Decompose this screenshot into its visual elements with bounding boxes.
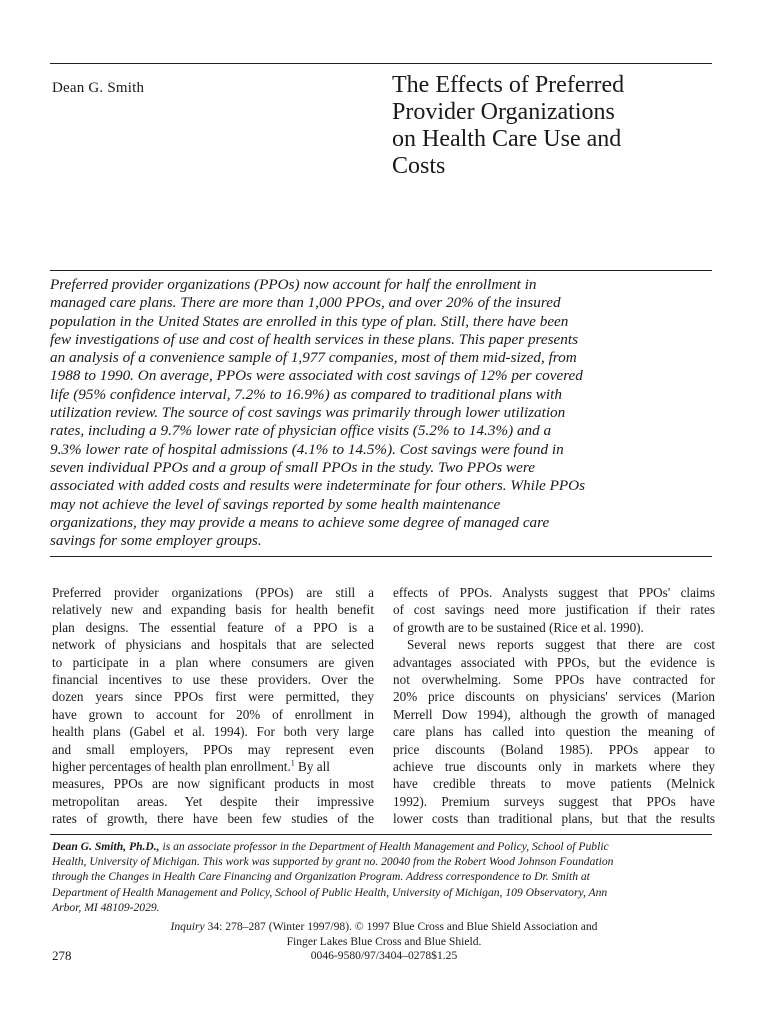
body-line: advantages associated with PPOs, but the evidence is (393, 654, 715, 670)
footnote-line: Department of Health Management and Policy, School of Public Health, University of Michigan, 109 Observatory, Ann (52, 885, 608, 899)
body-line: network of physicians and hospitals that are selected (52, 637, 374, 653)
footnote-marker: 1 (290, 758, 295, 768)
abstract-line: population in the United States are enrolled in this type of plan. Still, there have been (50, 312, 569, 330)
body-line: have grown to account for 20% of enrollment in (52, 706, 374, 722)
body-line: achieve true discounts only in markets where they (393, 759, 715, 775)
abstract-line: 1988 to 1990. On average, PPOs were associated with cost savings of 12% per covered (50, 367, 583, 385)
body-line: 1992). Premium surveys suggest that PPOs have (393, 793, 715, 809)
footnote-line: through the Changes in Health Care Financing and Organization Program. Address correspondence to Dr. Smith at (52, 870, 590, 884)
citation-line: 0046-9580/97/3404–0278$1.25 (310, 949, 458, 963)
title-line: Provider Organizations (392, 99, 615, 125)
footnote-line: Health, University of Michigan. This work was supported by grant no. 20040 from the Robert Wood Johnson Foundation (52, 855, 614, 869)
abstract-line: rates, including a 9.7% lower rate of physician office visits (5.2% to 14.3%) and a (50, 422, 552, 440)
abstract-line: seven individual PPOs and a group of small PPOs in the study. Two PPOs were (50, 458, 535, 476)
body-line: health plans (Gabel et al. 1994). For both very large (52, 724, 374, 740)
abstract-line: Preferred provider organizations (PPOs) now account for half the enrollment in (50, 276, 537, 293)
title-line: Costs (392, 153, 446, 179)
title-line: The Effects of Preferred (392, 72, 625, 98)
footnote-line: Arbor, MI 48109-2029. (52, 900, 160, 914)
footnote-text: is an associate professor in the Department of Health Management and Policy, School of Public (159, 840, 609, 853)
author-footnote (52, 839, 716, 915)
body-line (52, 758, 374, 775)
body-line: rates of growth, there have been few studies of the (52, 811, 374, 827)
body-line: not overwhelming. Some PPOs have contracted for (393, 672, 715, 688)
body-line-tail: By all (294, 759, 330, 775)
body-line: price discounts (Boland 1985). PPOs appear to (393, 741, 715, 757)
body-line: of growth are to be sustained (Rice et al. 1990). (393, 619, 644, 635)
body-column-left (52, 584, 374, 828)
body-line: and small employers, PPOs may represent even (52, 741, 374, 757)
article-title (392, 72, 722, 180)
footnote-line (52, 839, 716, 854)
abstract-line: few investigations of use and cost of health services in these plans. This paper presents (50, 330, 578, 348)
citation-line (52, 920, 716, 935)
body-line: 20% price discounts on physicians' services (Marion (393, 689, 715, 705)
abstract-bottom-rule (50, 556, 712, 557)
body-line: Merrell Dow 1994), although the growth of managed (393, 706, 715, 722)
journal-name: Inquiry (170, 920, 205, 933)
body-line: of cost savings need more justification if their rates (393, 602, 715, 618)
body-line: dozen years since PPOs first were permitted, they (52, 689, 374, 705)
body-line: measures, PPOs are now significant products in most (52, 776, 374, 792)
title-line: on Health Care Use and (392, 126, 622, 152)
top-rule (50, 63, 712, 64)
abstract-line: managed care plans. There are more than 1,000 PPOs, and over 20% of the insured (50, 294, 561, 312)
body-line: metropolitan areas. Yet despite their impressive (52, 793, 374, 809)
footnote-author: Dean G. Smith, Ph.D., (52, 840, 160, 853)
abstract-line: an analysis of a convenience sample of 1,977 companies, most of them mid-sized, from (50, 349, 577, 367)
body-column-right (393, 584, 715, 828)
abstract-line: utilization review. The source of cost savings was primarily through lower utilization (50, 404, 566, 422)
body-line: Several news reports suggest that there are cost (407, 637, 715, 653)
body-line: care plans has called into question the meaning of (393, 724, 715, 740)
page-number: 278 (52, 948, 72, 963)
body-line: lower costs than traditional plans, but that the results (393, 811, 715, 827)
citation-line: Finger Lakes Blue Cross and Blue Shield. (286, 934, 482, 948)
abstract-line: savings for some employer groups. (50, 532, 262, 550)
abstract-line: life (95% confidence interval, 7.2% to 16.9%) as compared to traditional plans with (50, 385, 562, 403)
body-line: relatively new and expanding basis for health benefit (52, 602, 374, 618)
abstract (50, 276, 714, 550)
body-line: Preferred provider organizations (PPOs) are still a (52, 585, 374, 600)
citation-block (52, 920, 716, 964)
body-line: to participate in a plan where consumers are given (52, 654, 374, 670)
abstract-line: may not achieve the level of savings reported by some health maintenance (50, 495, 501, 513)
body-line: financial incentives to use these providers. Over the (52, 672, 374, 688)
abstract-line: 9.3% lower rate of hospital admissions (4.1% to 14.5%). Cost savings were found in (50, 440, 564, 458)
abstract-line: organizations, they may provide a means to achieve some degree of managed care (50, 513, 550, 531)
abstract-top-rule (50, 270, 712, 271)
body-line: have credible threats to move patients (Melnick (393, 776, 715, 792)
abstract-line: associated with added costs and results were indeterminate for four others. While PPOs (50, 477, 586, 495)
body-line-text: higher percentages of health plan enrollment. (52, 759, 291, 775)
citation-text: 34: 278–287 (Winter 1997/98). © 1997 Blue Cross and Blue Shield Association and (204, 920, 598, 933)
body-line: plan designs. The essential feature of a PPO is a (52, 619, 374, 635)
body-line: effects of PPOs. Analysts suggest that PPOs' claims (393, 585, 715, 600)
footnote-rule (50, 834, 712, 835)
author-name: Dean G. Smith (52, 80, 145, 96)
